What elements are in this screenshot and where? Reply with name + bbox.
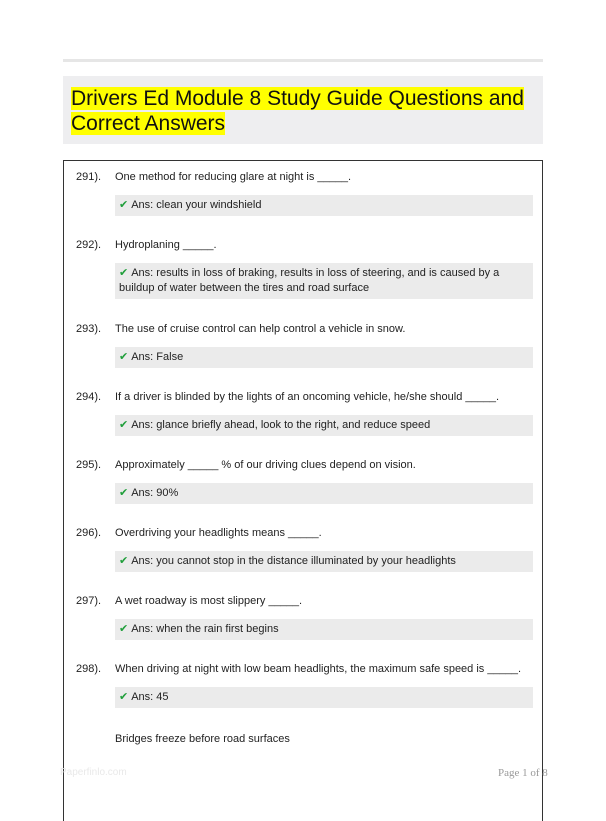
- answer-box: [115, 195, 533, 216]
- answer-box: [115, 347, 533, 368]
- answer-text: Ans: 90%: [131, 487, 179, 499]
- answer-text: Ans: glance briefly ahead, look to the right, and reduce speed: [131, 419, 431, 431]
- question-text: A wet roadway is most slippery _____.: [115, 595, 303, 607]
- answer-box: [115, 551, 533, 572]
- top-divider: [63, 59, 543, 62]
- question-number: 292).: [76, 239, 102, 251]
- question-text: One method for reducing glare at night is _____.: [115, 171, 352, 183]
- question-text: Approximately _____ % of our driving clues depend on vision.: [115, 459, 416, 471]
- question-number: 291).: [76, 171, 102, 183]
- question-text: If a driver is blinded by the lights of an oncoming vehicle, he/she should _____.: [115, 391, 500, 403]
- question-list: [63, 160, 543, 821]
- checkmark-icon: ✔: [119, 555, 129, 567]
- checkmark-icon: ✔: [119, 267, 129, 279]
- checkmark-icon: ✔: [119, 487, 129, 499]
- question-text: Overdriving your headlights means _____.: [115, 527, 322, 539]
- answer-text: Ans: 45: [131, 691, 169, 703]
- question-number: 297).: [76, 595, 102, 607]
- checkmark-icon: ✔: [119, 351, 129, 363]
- answer-text: Ans: you cannot stop in the distance illuminated by your headlights: [131, 555, 456, 567]
- page-title: [71, 86, 531, 136]
- question-text: Hydroplaning _____.: [115, 239, 217, 251]
- question-text: The use of cruise control can help control a vehicle in snow.: [115, 323, 406, 335]
- question-text: When driving at night with low beam headlights, the maximum safe speed is _____.: [115, 663, 521, 675]
- checkmark-icon: ✔: [119, 623, 129, 635]
- question-number: 298).: [76, 663, 102, 675]
- question-text: Bridges freeze before road surfaces: [115, 733, 290, 745]
- checkmark-icon: ✔: [119, 199, 129, 211]
- answer-box: [115, 415, 533, 436]
- page-number: Page 1 of 8: [498, 767, 548, 779]
- question-number: 293).: [76, 323, 102, 335]
- answer-text: Ans: False: [131, 351, 184, 363]
- answer-text: Ans: results in loss of braking, results in loss of steering, and is caused by a buildup of water between the tires and road surface: [119, 267, 500, 294]
- answer-box: [115, 619, 533, 640]
- title-line-1: Drivers Ed Module 8 Study Guide Questions and: [71, 87, 524, 110]
- question-number: 294).: [76, 391, 102, 403]
- answer-box: [115, 687, 533, 708]
- answer-text: Ans: when the rain first begins: [131, 623, 279, 635]
- checkmark-icon: ✔: [119, 419, 129, 431]
- checkmark-icon: ✔: [119, 691, 129, 703]
- answer-box: [115, 483, 533, 504]
- footer-watermark: Paperfinlo.com: [60, 767, 127, 778]
- question-number: 296).: [76, 527, 102, 539]
- answer-box: [115, 263, 533, 299]
- title-banner: [63, 76, 543, 144]
- answer-text: Ans: clean your windshield: [131, 199, 262, 211]
- title-line-2: Correct Answers: [71, 112, 226, 135]
- question-number: 295).: [76, 459, 102, 471]
